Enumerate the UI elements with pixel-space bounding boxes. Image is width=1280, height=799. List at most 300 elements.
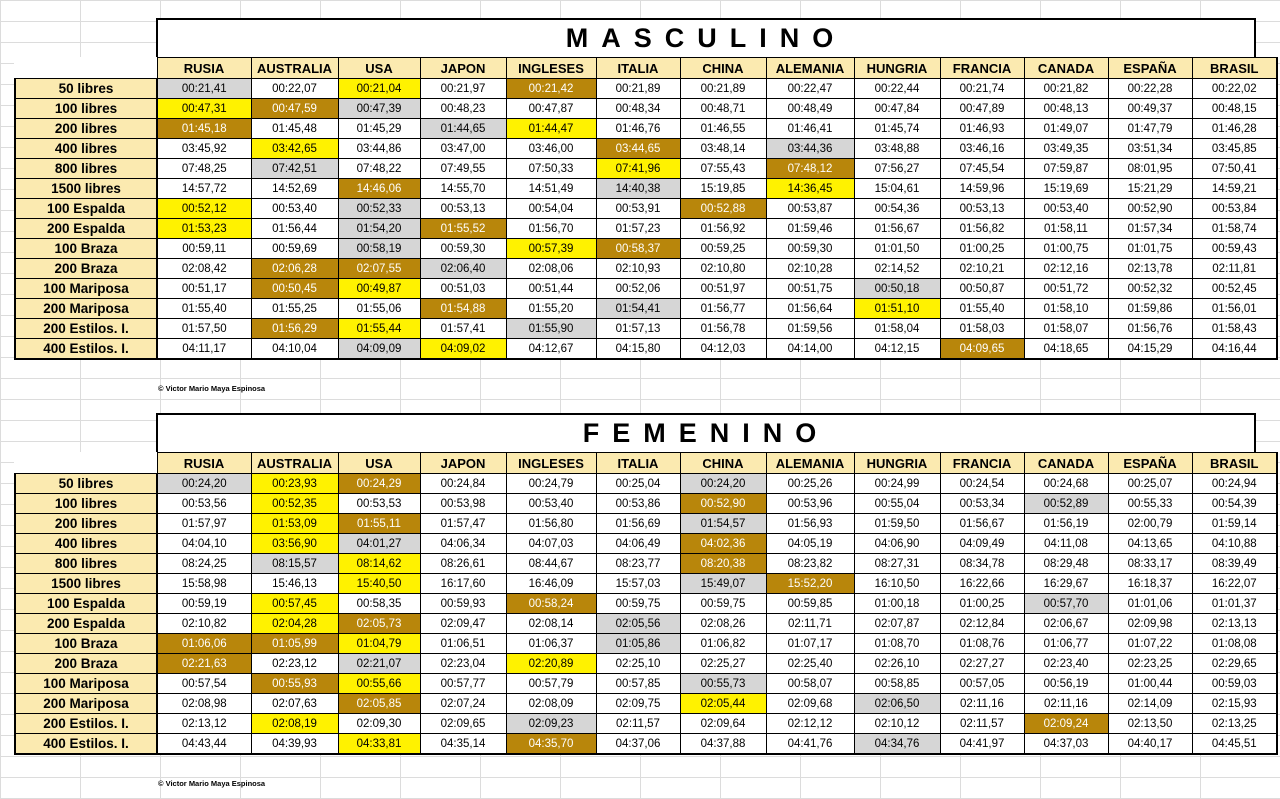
country-header: AUSTRALIA <box>251 453 338 474</box>
time-cell: 08:23,77 <box>596 554 680 574</box>
time-cell: 04:10,88 <box>1192 534 1277 554</box>
time-cell: 01:45,48 <box>251 119 338 139</box>
time-cell: 00:47,87 <box>506 99 596 119</box>
country-header: ESPAÑA <box>1108 453 1192 474</box>
time-cell: 02:06,50 <box>854 694 940 714</box>
time-cell: 02:29,65 <box>1192 654 1277 674</box>
time-cell: 00:55,33 <box>1108 494 1192 514</box>
time-cell: 04:15,80 <box>596 339 680 360</box>
time-cell: 01:55,06 <box>338 299 420 319</box>
country-header: ITALIA <box>596 58 680 79</box>
time-cell: 04:45,51 <box>1192 734 1277 755</box>
time-cell: 04:15,29 <box>1108 339 1192 360</box>
time-cell: 02:20,89 <box>506 654 596 674</box>
country-header: ALEMANIA <box>766 58 854 79</box>
time-cell: 01:55,40 <box>940 299 1024 319</box>
time-cell: 01:58,74 <box>1192 219 1277 239</box>
masculino-title: MASCULINO <box>156 18 1256 57</box>
time-cell: 00:59,30 <box>420 239 506 259</box>
time-cell: 04:11,08 <box>1024 534 1108 554</box>
time-cell: 00:22,02 <box>1192 79 1277 99</box>
time-cell: 01:57,34 <box>1108 219 1192 239</box>
time-cell: 02:10,28 <box>766 259 854 279</box>
country-header: RUSIA <box>157 453 251 474</box>
time-cell: 04:07,03 <box>506 534 596 554</box>
time-cell: 01:54,41 <box>596 299 680 319</box>
country-header: JAPON <box>420 58 506 79</box>
time-cell: 00:59,19 <box>157 594 251 614</box>
time-cell: 02:27,27 <box>940 654 1024 674</box>
event-label: 100 Braza <box>15 239 157 259</box>
time-cell: 02:11,57 <box>940 714 1024 734</box>
time-cell: 04:02,36 <box>680 534 766 554</box>
table-row <box>15 694 1277 714</box>
time-cell: 04:09,02 <box>420 339 506 360</box>
time-cell: 00:51,44 <box>506 279 596 299</box>
time-cell: 02:06,40 <box>420 259 506 279</box>
time-cell: 04:09,65 <box>940 339 1024 360</box>
time-cell: 07:42,51 <box>251 159 338 179</box>
event-label: 400 Estilos. I. <box>15 339 157 360</box>
time-cell: 00:58,07 <box>766 674 854 694</box>
time-cell: 16:10,50 <box>854 574 940 594</box>
time-cell: 00:47,31 <box>157 99 251 119</box>
time-cell: 08:23,82 <box>766 554 854 574</box>
time-cell: 00:49,87 <box>338 279 420 299</box>
time-cell: 00:24,20 <box>680 474 766 494</box>
time-cell: 01:57,50 <box>157 319 251 339</box>
time-cell: 04:43,44 <box>157 734 251 755</box>
time-cell: 04:11,17 <box>157 339 251 360</box>
country-header: RUSIA <box>157 58 251 79</box>
time-cell: 02:25,10 <box>596 654 680 674</box>
country-header: JAPON <box>420 453 506 474</box>
table-row <box>15 654 1277 674</box>
time-cell: 00:58,19 <box>338 239 420 259</box>
time-cell: 04:41,76 <box>766 734 854 755</box>
time-cell: 04:14,00 <box>766 339 854 360</box>
country-header: ESPAÑA <box>1108 58 1192 79</box>
time-cell: 00:53,40 <box>1024 199 1108 219</box>
time-cell: 02:09,30 <box>338 714 420 734</box>
time-cell: 01:54,57 <box>680 514 766 534</box>
time-cell: 01:53,09 <box>251 514 338 534</box>
time-cell: 14:51,49 <box>506 179 596 199</box>
event-label: 100 Espalda <box>15 199 157 219</box>
time-cell: 14:59,21 <box>1192 179 1277 199</box>
time-cell: 15:52,20 <box>766 574 854 594</box>
time-cell: 01:46,41 <box>766 119 854 139</box>
time-cell: 16:17,60 <box>420 574 506 594</box>
time-cell: 00:48,71 <box>680 99 766 119</box>
time-cell: 00:25,04 <box>596 474 680 494</box>
time-cell: 01:56,67 <box>940 514 1024 534</box>
table-row <box>15 299 1277 319</box>
time-cell: 02:13,78 <box>1108 259 1192 279</box>
event-label: 200 Mariposa <box>15 694 157 714</box>
time-cell: 00:57,39 <box>506 239 596 259</box>
time-cell: 01:56,93 <box>766 514 854 534</box>
time-cell: 01:46,93 <box>940 119 1024 139</box>
time-cell: 04:13,65 <box>1108 534 1192 554</box>
time-cell: 00:53,86 <box>596 494 680 514</box>
time-cell: 01:45,29 <box>338 119 420 139</box>
table-row <box>15 319 1277 339</box>
time-cell: 02:05,44 <box>680 694 766 714</box>
time-cell: 01:57,97 <box>157 514 251 534</box>
time-cell: 00:49,37 <box>1108 99 1192 119</box>
country-header: BRASIL <box>1192 58 1277 79</box>
time-cell: 04:12,67 <box>506 339 596 360</box>
time-cell: 01:58,10 <box>1024 299 1108 319</box>
time-cell: 01:01,50 <box>854 239 940 259</box>
country-header: CHINA <box>680 453 766 474</box>
time-cell: 01:56,19 <box>1024 514 1108 534</box>
time-cell: 03:46,16 <box>940 139 1024 159</box>
country-header: FRANCIA <box>940 58 1024 79</box>
time-cell: 00:24,84 <box>420 474 506 494</box>
time-cell: 08:29,48 <box>1024 554 1108 574</box>
time-cell: 01:58,04 <box>854 319 940 339</box>
time-cell: 00:57,77 <box>420 674 506 694</box>
time-cell: 03:45,92 <box>157 139 251 159</box>
event-label: 400 libres <box>15 139 157 159</box>
time-cell: 01:08,76 <box>940 634 1024 654</box>
time-cell: 15:21,29 <box>1108 179 1192 199</box>
event-label: 200 libres <box>15 119 157 139</box>
event-label: 100 Braza <box>15 634 157 654</box>
time-cell: 04:10,04 <box>251 339 338 360</box>
event-label: 1500 libres <box>15 574 157 594</box>
time-cell: 02:07,63 <box>251 694 338 714</box>
time-cell: 00:53,13 <box>940 199 1024 219</box>
time-cell: 01:56,92 <box>680 219 766 239</box>
time-cell: 00:23,93 <box>251 474 338 494</box>
time-cell: 02:14,52 <box>854 259 940 279</box>
time-cell: 00:21,89 <box>680 79 766 99</box>
time-cell: 02:08,26 <box>680 614 766 634</box>
time-cell: 00:24,68 <box>1024 474 1108 494</box>
time-cell: 00:57,54 <box>157 674 251 694</box>
time-cell: 01:58,43 <box>1192 319 1277 339</box>
time-cell: 01:06,77 <box>1024 634 1108 654</box>
time-cell: 01:54,20 <box>338 219 420 239</box>
time-cell: 01:56,77 <box>680 299 766 319</box>
time-cell: 00:52,88 <box>680 199 766 219</box>
time-cell: 15:46,13 <box>251 574 338 594</box>
time-cell: 01:56,69 <box>596 514 680 534</box>
time-cell: 02:09,68 <box>766 694 854 714</box>
time-cell: 00:52,12 <box>157 199 251 219</box>
time-cell: 01:49,07 <box>1024 119 1108 139</box>
time-cell: 04:40,17 <box>1108 734 1192 755</box>
time-cell: 03:44,65 <box>596 139 680 159</box>
event-label: 100 libres <box>15 494 157 514</box>
time-cell: 02:09,75 <box>596 694 680 714</box>
time-cell: 00:52,90 <box>680 494 766 514</box>
time-cell: 14:55,70 <box>420 179 506 199</box>
time-cell: 07:59,87 <box>1024 159 1108 179</box>
time-cell: 00:59,93 <box>420 594 506 614</box>
time-cell: 02:08,09 <box>506 694 596 714</box>
time-cell: 08:24,25 <box>157 554 251 574</box>
time-cell: 00:55,04 <box>854 494 940 514</box>
time-cell: 07:49,55 <box>420 159 506 179</box>
time-cell: 02:09,64 <box>680 714 766 734</box>
time-cell: 00:52,06 <box>596 279 680 299</box>
time-cell: 04:12,15 <box>854 339 940 360</box>
time-cell: 00:21,41 <box>157 79 251 99</box>
time-cell: 00:53,13 <box>420 199 506 219</box>
time-cell: 07:48,25 <box>157 159 251 179</box>
time-cell: 16:46,09 <box>506 574 596 594</box>
time-cell: 01:00,25 <box>940 239 1024 259</box>
time-cell: 02:23,25 <box>1108 654 1192 674</box>
time-cell: 01:57,41 <box>420 319 506 339</box>
time-cell: 01:44,65 <box>420 119 506 139</box>
time-cell: 02:10,21 <box>940 259 1024 279</box>
time-cell: 08:39,49 <box>1192 554 1277 574</box>
time-cell: 00:57,70 <box>1024 594 1108 614</box>
time-cell: 01:07,17 <box>766 634 854 654</box>
time-cell: 00:51,03 <box>420 279 506 299</box>
country-header: AUSTRALIA <box>251 58 338 79</box>
time-cell: 02:11,57 <box>596 714 680 734</box>
time-cell: 02:23,40 <box>1024 654 1108 674</box>
event-label: 200 libres <box>15 514 157 534</box>
time-cell: 07:50,33 <box>506 159 596 179</box>
event-label: 800 libres <box>15 554 157 574</box>
time-cell: 00:59,03 <box>1192 674 1277 694</box>
time-cell: 01:45,74 <box>854 119 940 139</box>
event-label: 200 Estilos. I. <box>15 319 157 339</box>
time-cell: 04:35,70 <box>506 734 596 755</box>
masculino-table <box>14 57 1278 360</box>
time-cell: 00:59,25 <box>680 239 766 259</box>
table-row <box>15 674 1277 694</box>
time-cell: 01:01,06 <box>1108 594 1192 614</box>
time-cell: 02:07,87 <box>854 614 940 634</box>
time-cell: 00:54,39 <box>1192 494 1277 514</box>
time-cell: 01:55,44 <box>338 319 420 339</box>
table-row <box>15 534 1277 554</box>
time-cell: 04:09,49 <box>940 534 1024 554</box>
time-cell: 02:25,27 <box>680 654 766 674</box>
time-cell: 02:05,85 <box>338 694 420 714</box>
event-label: 50 libres <box>15 474 157 494</box>
country-header: INGLESES <box>506 453 596 474</box>
time-cell: 02:04,28 <box>251 614 338 634</box>
femenino-credit: © Victor Mario Maya Espinosa <box>158 779 266 788</box>
time-cell: 04:01,27 <box>338 534 420 554</box>
event-label: 800 libres <box>15 159 157 179</box>
event-label: 200 Estilos. I. <box>15 714 157 734</box>
time-cell: 02:12,16 <box>1024 259 1108 279</box>
time-cell: 01:55,90 <box>506 319 596 339</box>
time-cell: 00:53,96 <box>766 494 854 514</box>
time-cell: 00:58,85 <box>854 674 940 694</box>
time-cell: 00:50,87 <box>940 279 1024 299</box>
time-cell: 01:47,79 <box>1108 119 1192 139</box>
header-row <box>15 453 1277 474</box>
table-row <box>15 714 1277 734</box>
time-cell: 00:53,40 <box>506 494 596 514</box>
time-cell: 00:48,49 <box>766 99 854 119</box>
event-label: 100 Espalda <box>15 594 157 614</box>
time-cell: 00:56,19 <box>1024 674 1108 694</box>
country-header: CANADA <box>1024 453 1108 474</box>
table-row <box>15 79 1277 99</box>
country-header: HUNGRIA <box>854 58 940 79</box>
table-row <box>15 239 1277 259</box>
time-cell: 01:55,20 <box>506 299 596 319</box>
time-cell: 00:54,04 <box>506 199 596 219</box>
time-cell: 04:06,34 <box>420 534 506 554</box>
time-cell: 00:59,11 <box>157 239 251 259</box>
time-cell: 02:08,42 <box>157 259 251 279</box>
table-row <box>15 199 1277 219</box>
time-cell: 04:12,03 <box>680 339 766 360</box>
time-cell: 00:21,74 <box>940 79 1024 99</box>
time-cell: 01:00,75 <box>1024 239 1108 259</box>
time-cell: 01:59,56 <box>766 319 854 339</box>
country-header: HUNGRIA <box>854 453 940 474</box>
time-cell: 00:55,73 <box>680 674 766 694</box>
time-cell: 00:53,91 <box>596 199 680 219</box>
time-cell: 16:29,67 <box>1024 574 1108 594</box>
event-label: 200 Espalda <box>15 614 157 634</box>
table-row <box>15 179 1277 199</box>
time-cell: 00:24,54 <box>940 474 1024 494</box>
time-cell: 02:06,28 <box>251 259 338 279</box>
time-cell: 08:34,78 <box>940 554 1024 574</box>
time-cell: 01:59,46 <box>766 219 854 239</box>
event-label: 50 libres <box>15 79 157 99</box>
time-cell: 00:24,99 <box>854 474 940 494</box>
time-cell: 07:45,54 <box>940 159 1024 179</box>
time-cell: 02:08,19 <box>251 714 338 734</box>
time-cell: 03:48,88 <box>854 139 940 159</box>
time-cell: 02:08,98 <box>157 694 251 714</box>
time-cell: 02:12,12 <box>766 714 854 734</box>
time-cell: 01:05,86 <box>596 634 680 654</box>
event-label: 100 Mariposa <box>15 674 157 694</box>
time-cell: 02:07,55 <box>338 259 420 279</box>
time-cell: 03:56,90 <box>251 534 338 554</box>
time-cell: 00:25,26 <box>766 474 854 494</box>
time-cell: 08:15,57 <box>251 554 338 574</box>
time-cell: 02:11,16 <box>940 694 1024 714</box>
time-cell: 02:26,10 <box>854 654 940 674</box>
event-label: 200 Mariposa <box>15 299 157 319</box>
time-cell: 01:57,23 <box>596 219 680 239</box>
time-cell: 01:56,70 <box>506 219 596 239</box>
table-row <box>15 494 1277 514</box>
time-cell: 02:13,12 <box>157 714 251 734</box>
time-cell: 04:41,97 <box>940 734 1024 755</box>
time-cell: 14:46,06 <box>338 179 420 199</box>
time-cell: 00:53,84 <box>1192 199 1277 219</box>
time-cell: 00:57,05 <box>940 674 1024 694</box>
event-label: 1500 libres <box>15 179 157 199</box>
time-cell: 02:06,67 <box>1024 614 1108 634</box>
time-cell: 15:58,98 <box>157 574 251 594</box>
time-cell: 00:48,34 <box>596 99 680 119</box>
time-cell: 01:46,28 <box>1192 119 1277 139</box>
time-cell: 01:55,11 <box>338 514 420 534</box>
time-cell: 00:55,66 <box>338 674 420 694</box>
time-cell: 01:59,50 <box>854 514 940 534</box>
time-cell: 04:16,44 <box>1192 339 1277 360</box>
time-cell: 00:58,35 <box>338 594 420 614</box>
time-cell: 01:56,44 <box>251 219 338 239</box>
time-cell: 02:05,56 <box>596 614 680 634</box>
time-cell: 00:51,17 <box>157 279 251 299</box>
time-cell: 01:56,80 <box>506 514 596 534</box>
country-header: CHINA <box>680 58 766 79</box>
time-cell: 00:48,13 <box>1024 99 1108 119</box>
time-cell: 01:59,14 <box>1192 514 1277 534</box>
time-cell: 00:53,98 <box>420 494 506 514</box>
time-cell: 04:34,76 <box>854 734 940 755</box>
time-cell: 00:59,30 <box>766 239 854 259</box>
time-cell: 04:06,90 <box>854 534 940 554</box>
time-cell: 00:59,43 <box>1192 239 1277 259</box>
time-cell: 14:36,45 <box>766 179 854 199</box>
time-cell: 04:35,14 <box>420 734 506 755</box>
time-cell: 00:59,85 <box>766 594 854 614</box>
time-cell: 00:53,34 <box>940 494 1024 514</box>
time-cell: 01:46,55 <box>680 119 766 139</box>
time-cell: 01:06,51 <box>420 634 506 654</box>
table-row <box>15 554 1277 574</box>
table-row <box>15 614 1277 634</box>
time-cell: 02:10,93 <box>596 259 680 279</box>
time-cell: 08:20,38 <box>680 554 766 574</box>
time-cell: 00:51,75 <box>766 279 854 299</box>
time-cell: 00:50,45 <box>251 279 338 299</box>
time-cell: 08:33,17 <box>1108 554 1192 574</box>
time-cell: 00:52,45 <box>1192 279 1277 299</box>
time-cell: 07:48,22 <box>338 159 420 179</box>
time-cell: 00:53,87 <box>766 199 854 219</box>
time-cell: 16:22,66 <box>940 574 1024 594</box>
time-cell: 00:21,82 <box>1024 79 1108 99</box>
time-cell: 01:55,25 <box>251 299 338 319</box>
time-cell: 04:39,93 <box>251 734 338 755</box>
time-cell: 01:57,13 <box>596 319 680 339</box>
time-cell: 16:22,07 <box>1192 574 1277 594</box>
table-row <box>15 514 1277 534</box>
table-row <box>15 734 1277 755</box>
time-cell: 00:53,56 <box>157 494 251 514</box>
time-cell: 00:52,32 <box>1108 279 1192 299</box>
time-cell: 02:08,14 <box>506 614 596 634</box>
time-cell: 01:45,18 <box>157 119 251 139</box>
time-cell: 00:52,33 <box>338 199 420 219</box>
event-label: 100 libres <box>15 99 157 119</box>
time-cell: 01:53,23 <box>157 219 251 239</box>
table-row <box>15 574 1277 594</box>
time-cell: 15:19,69 <box>1024 179 1108 199</box>
time-cell: 15:57,03 <box>596 574 680 594</box>
time-cell: 14:40,38 <box>596 179 680 199</box>
time-cell: 04:04,10 <box>157 534 251 554</box>
time-cell: 02:25,40 <box>766 654 854 674</box>
time-cell: 02:23,04 <box>420 654 506 674</box>
time-cell: 01:08,08 <box>1192 634 1277 654</box>
time-cell: 08:27,31 <box>854 554 940 574</box>
